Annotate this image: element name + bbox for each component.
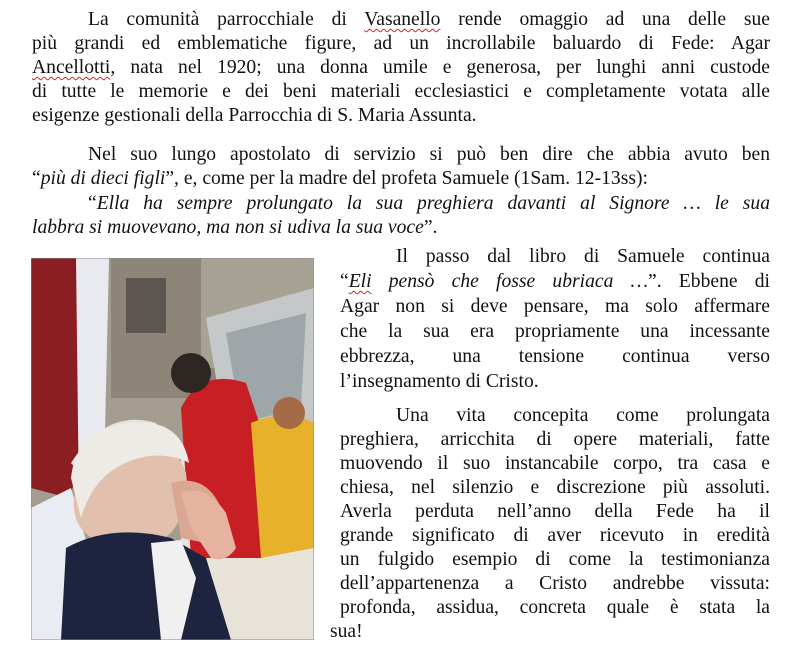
paragraph-4-line-4: chiesa, nel silenzio e discrezione più assoluti. [340,477,770,498]
paragraph-3-line-6: l’insegnamento di Cristo. [340,371,539,392]
paragraph-3-line-2: “Eli pensò che fosse ubriaca …”. Ebbene di [340,271,770,292]
spellcheck-word: Vasanello [364,9,441,30]
paragraph-4-line-10: sua! [330,621,363,642]
paragraph-1-line-2: più grandi ed emblematiche figure, ad un incrollabile baluardo di Fede: Agar [32,33,770,54]
spellcheck-word: Eli [348,271,372,292]
paragraph-4-line-6: grande significato di aver ricevuto in eredità [340,525,770,546]
spellcheck-word: Ancellotti [32,57,111,78]
paragraph-2-line-1: Nel suo lungo apostolato di servizio si può ben dire che abbia avuto ben [88,144,770,165]
paragraph-3-line-3: Agar non si deve pensare, ma solo affermare [340,296,770,317]
praying-woman-photo [31,258,314,640]
paragraph-4-line-8: dell’appartenenza a Cristo andrebbe vissuta: [340,573,770,594]
paragraph-4-line-3: muovendo il suo instancabile corpo, tra casa e [340,453,770,474]
paragraph-3-line-4: che la sua era propriamente una incessante [340,321,770,342]
paragraph-3-line-1: Il passo dal libro di Samuele continua [396,246,770,267]
paragraph-4-line-5: Averla perduta nell’anno della Fede ha il [340,501,770,522]
paragraph-4-line-1: Una vita concepita come prolungata [396,405,770,426]
paragraph-1-line-4: di tutte le memorie e dei beni materiali ecclesiastici e completamente votata alle [32,81,770,102]
paragraph-3-line-5: ebbrezza, una tensione continua verso [340,346,770,367]
paragraph-1-line-5: esigenze gestionali della Parrocchia di S. Maria Assunta. [32,105,477,126]
paragraph-1-line-1: La comunità parrocchiale di Vasanello rende omaggio ad una delle sue [88,9,770,30]
quote-line-2: labbra si muovevano, ma non si udiva la sua voce”. [32,217,438,238]
paragraph-4-line-7: un fulgido esempio di come la testimonianza [340,549,770,570]
paragraph-4-line-9: profonda, assidua, concreta quale è stata la [340,597,770,618]
paragraph-1-line-3: Ancellotti, nata nel 1920; una donna umile e generosa, per lunghi anni custode [32,57,770,78]
paragraph-4-line-2: preghiera, arricchita di opere materiali, fatte [340,429,770,450]
quote-line-1: “Ella ha sempre prolungato la sua preghiera davanti al Signore … le sua [88,193,770,214]
paragraph-2-line-2: “più di dieci figli”, e, come per la madre del profeta Samuele (1Sam. 12-13ss): [32,168,648,189]
